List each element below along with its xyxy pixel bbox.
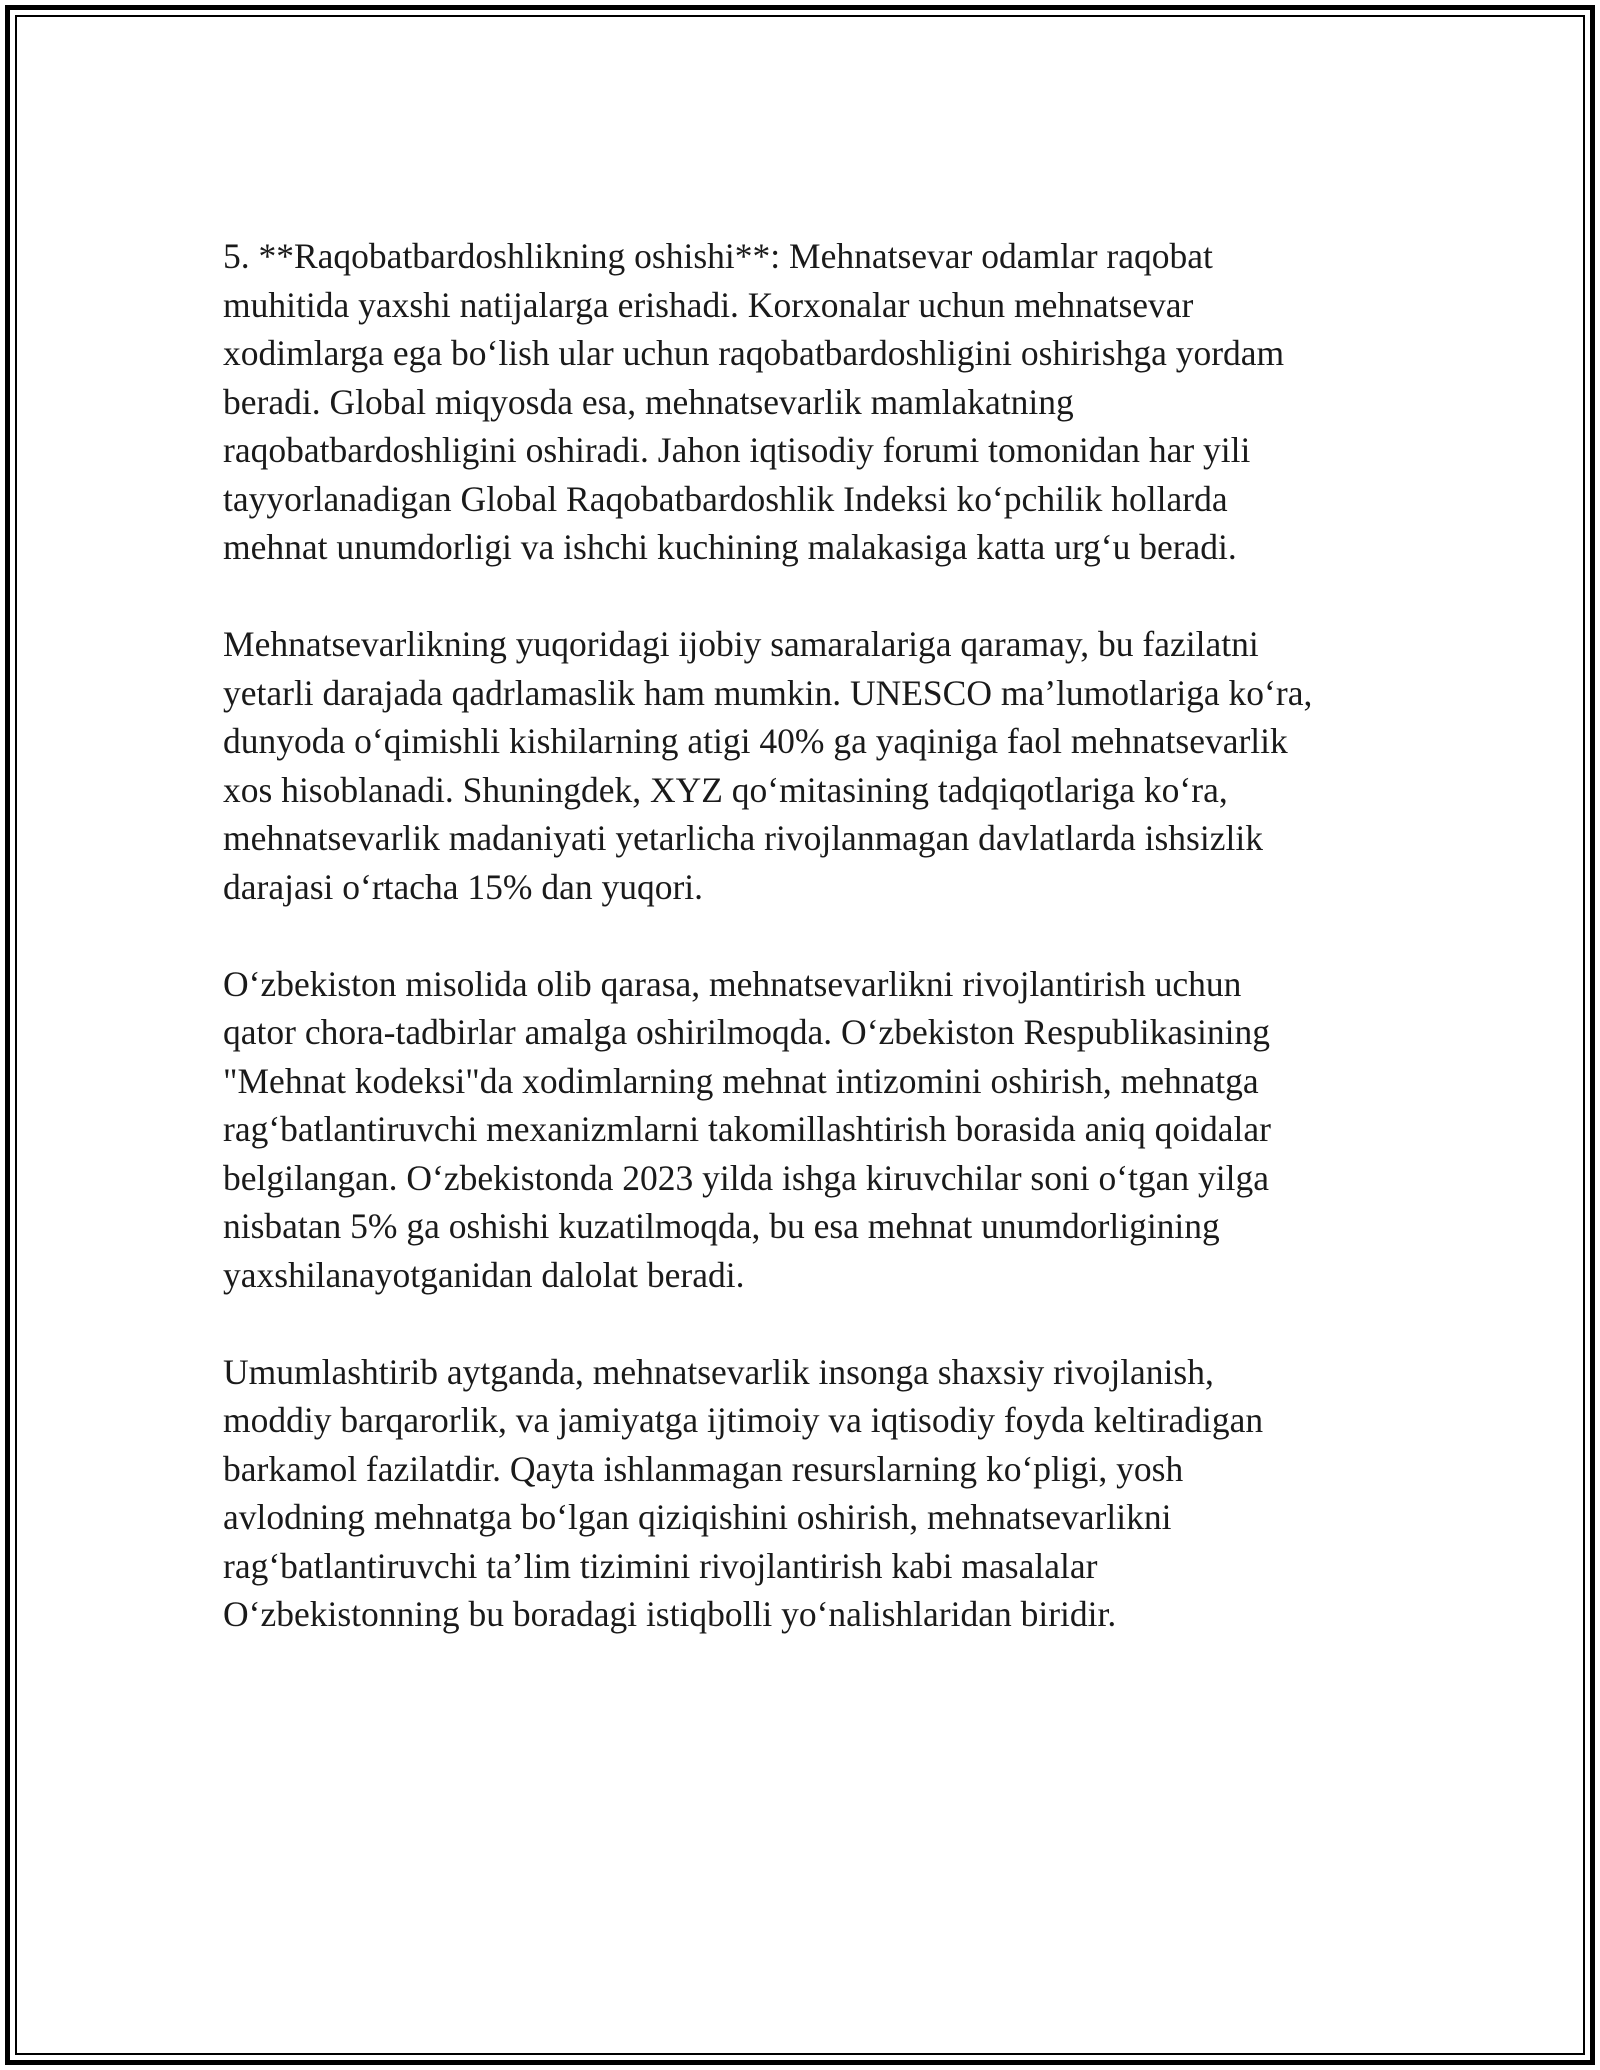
paragraph-conclusion: Umumlashtirib aytganda, mehnatsevarlik insonga shaxsiy rivojlanish, moddiy barqarorlik, va jamiyatga ijtimoiy va iqtisodiy foyda keltiradigan barkamol fazilatdir. Qayta ishlanmagan resurslarning koʻpligi, yosh avlodning mehnatga boʻlgan qiziqishini oshirish, mehnatsevarlikni ragʻbatlantiruvchi taʼlim tizimini rivojlantirish kabi masalalar Oʻzbekistonning bu boradagi istiqbolli yoʻnalishlaridan biridir. [223,1351,1264,1634]
paragraph-undervaluation: Mehnatsevarlikning yuqoridagi ijobiy samaralariga qaramay, bu fazilatni yetarli darajada qadrlamaslik ham mumkin. UNESCO maʼlumotlariga koʻra, dunyoda oʻqimishli kishilarning atigi 40% ga yaqiniga faol mehnatsevarlik xos hisoblanadi. Shuningdek, XYZ qoʻmitasining tadqiqotlariga koʻra, mehnatsevarlik madaniyati yetarlicha rivojlanmagan davlatlarda ishsizlik darajasi oʻrtacha 15% dan yuqori. [223,624,1313,907]
paragraph-competitiveness: 5. **Raqobatbardoshlikning oshishi**: Mehnatsevar odamlar raqobat muhitida yaxshi natijalarga erishadi. Korxonalar uchun mehnatsevar xodimlarga ega boʻlish ular uchun raqobatbardoshligini oshirishga yordam beradi. Global miqyosda esa, mehnatsevarlik mamlakatning raqobatbardoshligini oshiradi. Jahon iqtisodiy forumi tomonidan har yili tayyorlanadigan Global Raqobatbardoshlik Indeksi koʻpchilik hollarda mehnat unumdorligi va ishchi kuchining malakasiga katta urgʻu beradi. [223,236,1285,567]
document-body [223,232,1383,1687]
paragraph-uzbekistan-measures: Oʻzbekiston misolida olib qarasa, mehnatsevarlikni rivojlantirish uchun qator chora-tadbirlar amalga oshirilmoqda. Oʻzbekiston Respublikasining "Mehnat kodeksi"da xodimlarning mehnat intizomini oshirish, mehnatga ragʻbatlantiruvchi mexanizmlarni takomillashtirish borasida aniq qoidalar belgilangan. Oʻzbekistonda 2023 yilda ishga kiruvchilar soni oʻtgan yilga nisbatan 5% ga oshishi kuzatilmoqda, bu esa mehnat unumdorligining yaxshilanayotganidan dalolat beradi. [223,963,1271,1295]
